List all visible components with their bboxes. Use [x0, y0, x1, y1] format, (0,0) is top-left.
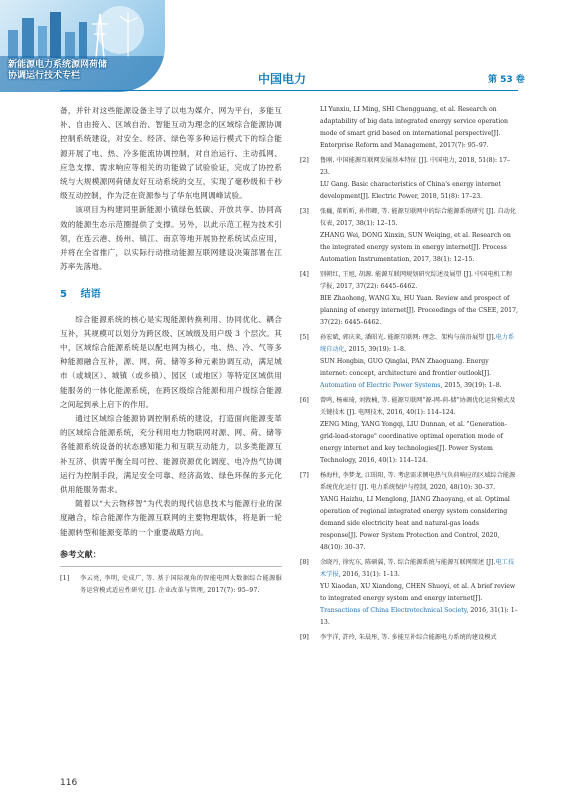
- reference-item: [300, 395, 518, 467]
- references-divider: [60, 566, 282, 567]
- body-paragraph: 综合能源系统的核心是实现能源转换利用、协同优化、耦合互补，其规模可以划分为跨区级、区域级及用户级 3 个层次。其中，区域综合能源系统是以配电网为核心，电、热、冷、气等多种能源融合互补，源、网、荷、储等多种元素协调互动，满足城市（或城区）、城镇（或乡镇）、园区（或地区）等特定区域供用能服务的一体化能源系统，在跨区级综合能源和用户级综合能源之间起到承上启下的作用。: [60, 314, 282, 409]
- body-paragraph: 该项目为构建同里新能源小镇绿色低碳、开放共享、协同高效的能源生态示范圈提供了支撑。另外，以此示范工程为技术引领，在连云港、扬州、镇江、南京等地开展协控系统试点应用，并将在全省推广，以实际行动推动能源互联网建设决策部署在江苏率先落地。: [60, 205, 282, 272]
- journal-link[interactable]: Automation of Electric Power Systems: [320, 382, 441, 389]
- reference-number: [9]: [300, 634, 309, 641]
- journal-name: 中国电力: [258, 72, 307, 86]
- reference-text-cn: 余晓丹, 徐宪东, 陈硕翼, 等. 综合能源系统与能源互联网简述 [J].: [320, 559, 496, 566]
- reference-text-en: LU Gang. Basic characteristics of China's energy internet development[J]. Electric Power, 2018, 51(8): 17–23.: [320, 181, 501, 200]
- reference-number: [6]: [300, 397, 309, 404]
- references-heading: 参考文献：: [60, 549, 101, 559]
- reference-number: [1]: [60, 575, 70, 583]
- banner-title-line1: 新能源电力系统源网荷储: [8, 60, 108, 70]
- page-number: 116: [60, 778, 78, 788]
- section-heading: [60, 288, 282, 302]
- reference-continuation: LI Yunxiu, LI Ming, SHI Chengguang, et al. Research on adaptability of big data integrated energy service operation mode of smart grid based on international perspective[J]. Enterprise Reform and Management, 2017(7): 95–97.: [320, 106, 508, 149]
- right-column: [300, 104, 518, 647]
- section-number: 5: [60, 289, 68, 301]
- body-paragraph: 通过区域综合能源协调控制系统的建设，打造面向能源变革的区域综合能源系统，充分利用电力物联网对源、网、荷、储等各能源系统设备的状态感知能力和互联互动能力，以多类能源互补互济、供需平衡全局可控、能源资源优化调度、电冷热气协调运行为控制手段，满足安全可靠、经济高效、绿色环保的多元化供用能服务需求。: [60, 414, 282, 495]
- header-divider: [60, 90, 518, 91]
- reference-item: [5] 孙宏斌, 郭庆来, 潘昭光. 能源互联网: 理念、架构与前沿展望 [J].电力系统自动化, 2015, 39(19): 1–8. SUN Hongbin, GUO Qinglai, PAN Zhaoguang. Energy internet: concept, architecture and frontier outlook[J]. Automation of Electric Power Systems, 2015, 39(19): 1–8.: [300, 332, 518, 392]
- reference-text: 李云亮, 李明, 史成广, 等. 基于国际视角的智能电网大数据综合能源服务运营模式适应性研究 [J]. 企业改革与管理, 2017(7): 95–97.: [80, 575, 282, 595]
- reference-number: [8]: [300, 559, 309, 566]
- reference-text-cn: 张巍, 董昕昕, 孙伟卿, 等. 能源互联网中的综合能源系统研究 [J]. 自动化仪表, 2017, 38(1): 12–15.: [320, 208, 517, 227]
- reference-text-cn: 李宇洋, 許玲, 朱晨彤, 等. 多能互补综合能源电力系统的建设模式: [320, 634, 497, 641]
- journal-link[interactable]: 电力系统自动化: [320, 334, 515, 353]
- body-paragraph: 备，并针对这些能源设备主导了以电为媒介、网为平台，多能互补、自由接入、区域自治、智能互动为理念的区域综合能源协调控制系统建设，对安全、经济、绿色等多种运行模式下的综合能源开展了电、热、冷多能流协调控制，对自治运行、主动孤网、应急支撑、需求响应等相关的功能做了试验验证，完成了协控系统与大规模源网荷储友好互动系统的交互，实现了毫秒级和千秒级互动控制，作为泛在资源参与了华东电网调峰试验。: [60, 106, 282, 201]
- reference-text-en: YU Xiaodan, XU Xiandong, CHEN Shuoyi, et al. A brief review to integrated energy system and energy internet[J].: [320, 583, 516, 602]
- reference-text-cn: 孙宏斌, 郭庆来, 潘昭光. 能源互联网: 理念、架构与前沿展望 [J].: [320, 334, 496, 341]
- reference-text-cn: 鲁刚. 中国能源互联网发展基本特征 [J]. 中国电力, 2018, 51(8): 17–23.: [320, 157, 510, 176]
- section-title: 结语: [80, 289, 101, 301]
- left-column: [60, 104, 282, 597]
- reference-item: [60, 573, 282, 597]
- banner-title: [8, 60, 158, 82]
- reference-text-cn: 别朝红, 王旭, 胡源. 能源互联网规划研究综述及展望 [J]. 中国电机工程学报, 2017, 37(22): 6445–6462.: [320, 271, 513, 290]
- reference-number: [3]: [300, 208, 309, 215]
- reference-number: [5]: [300, 334, 309, 341]
- reference-item: [300, 155, 518, 203]
- journal-link[interactable]: Transactions of China Electrotechnical Society: [320, 607, 467, 614]
- reference-text-en: SUN Hongbin, GUO Qinglai, PAN Zhaoguang. Energy internet: concept, architecture and frontier outlook[J].: [320, 358, 491, 377]
- reference-item: [300, 206, 518, 266]
- reference-item: [300, 269, 518, 329]
- reference-item: [300, 632, 518, 644]
- reference-number: [2]: [300, 157, 309, 164]
- reference-text-en: ZHANG Wei, DONG Xinxin, SUN Weiqing, et al. Research on the integrated energy system in energy internet[J]. Process Automation Instrumentation, 2017, 38(1): 12–15.: [320, 232, 511, 263]
- banner-title-line2: 协调运行技术专栏: [8, 71, 81, 81]
- journal-link[interactable]: 电工技术学报: [320, 559, 515, 578]
- reference-item: [300, 470, 518, 554]
- reference-number: [4]: [300, 271, 309, 278]
- reference-text-cn: 曾鸣, 杨雍琦, 刘敦楠, 等. 能源互联网“源-网-荷-储”协调优化运营模式及关键技术 [J]. 电网技术, 2016, 40(1): 114–124.: [320, 397, 516, 416]
- volume-label: 第 53 卷: [488, 75, 525, 85]
- reference-number: [7]: [300, 472, 309, 479]
- body-paragraph: 随着以“大云物移智”为代表的现代信息技术与能源行业的深度融合，综合能源作为能源互联网的主要物理载体，将是新一轮能源转型和能源变革的一个重要战略方向。: [60, 499, 282, 537]
- reference-text-en: YANG Haizhu, LI Menglong, JIANG Zhaoyang, et al. Optimal operation of regional integrated energy system considering demand side electricity heat and natural-gas loads response[J]. Power System Protection and Control, 2020, 48(10): 30–37.: [320, 496, 510, 551]
- reference-text-en: BIE Zhaohong, WANG Xu, HU Yuan. Review and prospect of planning of energy internet[J]. Proceedings of the CSEE, 2017, 37(22): 6445–6462.: [320, 295, 519, 326]
- reference-text-cn: 杨海柱, 李梦龙, 江昭阳, 等. 考虑需求侧电热气负荷响应的区域综合能源系统优化运行 [J]. 电力系统保护与控制, 2020, 48(10): 30–37.: [320, 472, 516, 491]
- reference-item: [8] 余晓丹, 徐宪东, 陈硕翼, 等. 综合能源系统与能源互联网简述 [J].电工技术学报, 2016, 31(1): 1–13. YU Xiaodan, XU Xiandong, CHEN Shuoyi, et al. A brief review to integrated energy system and energy internet[J]. Transactions of China Electrotechnical Society, 2016, 31(1): 1–13.: [300, 557, 518, 629]
- reference-text-en: ZENG Ming, YANG Yongqi, LIU Dunnan, et al. "Generation-grid-load-storage" coordinative optimal operation mode of energy internet and key technologies[J]. Power System Technology, 2016, 40(1): 114–124.: [320, 421, 507, 464]
- column-banner: [0, 0, 165, 92]
